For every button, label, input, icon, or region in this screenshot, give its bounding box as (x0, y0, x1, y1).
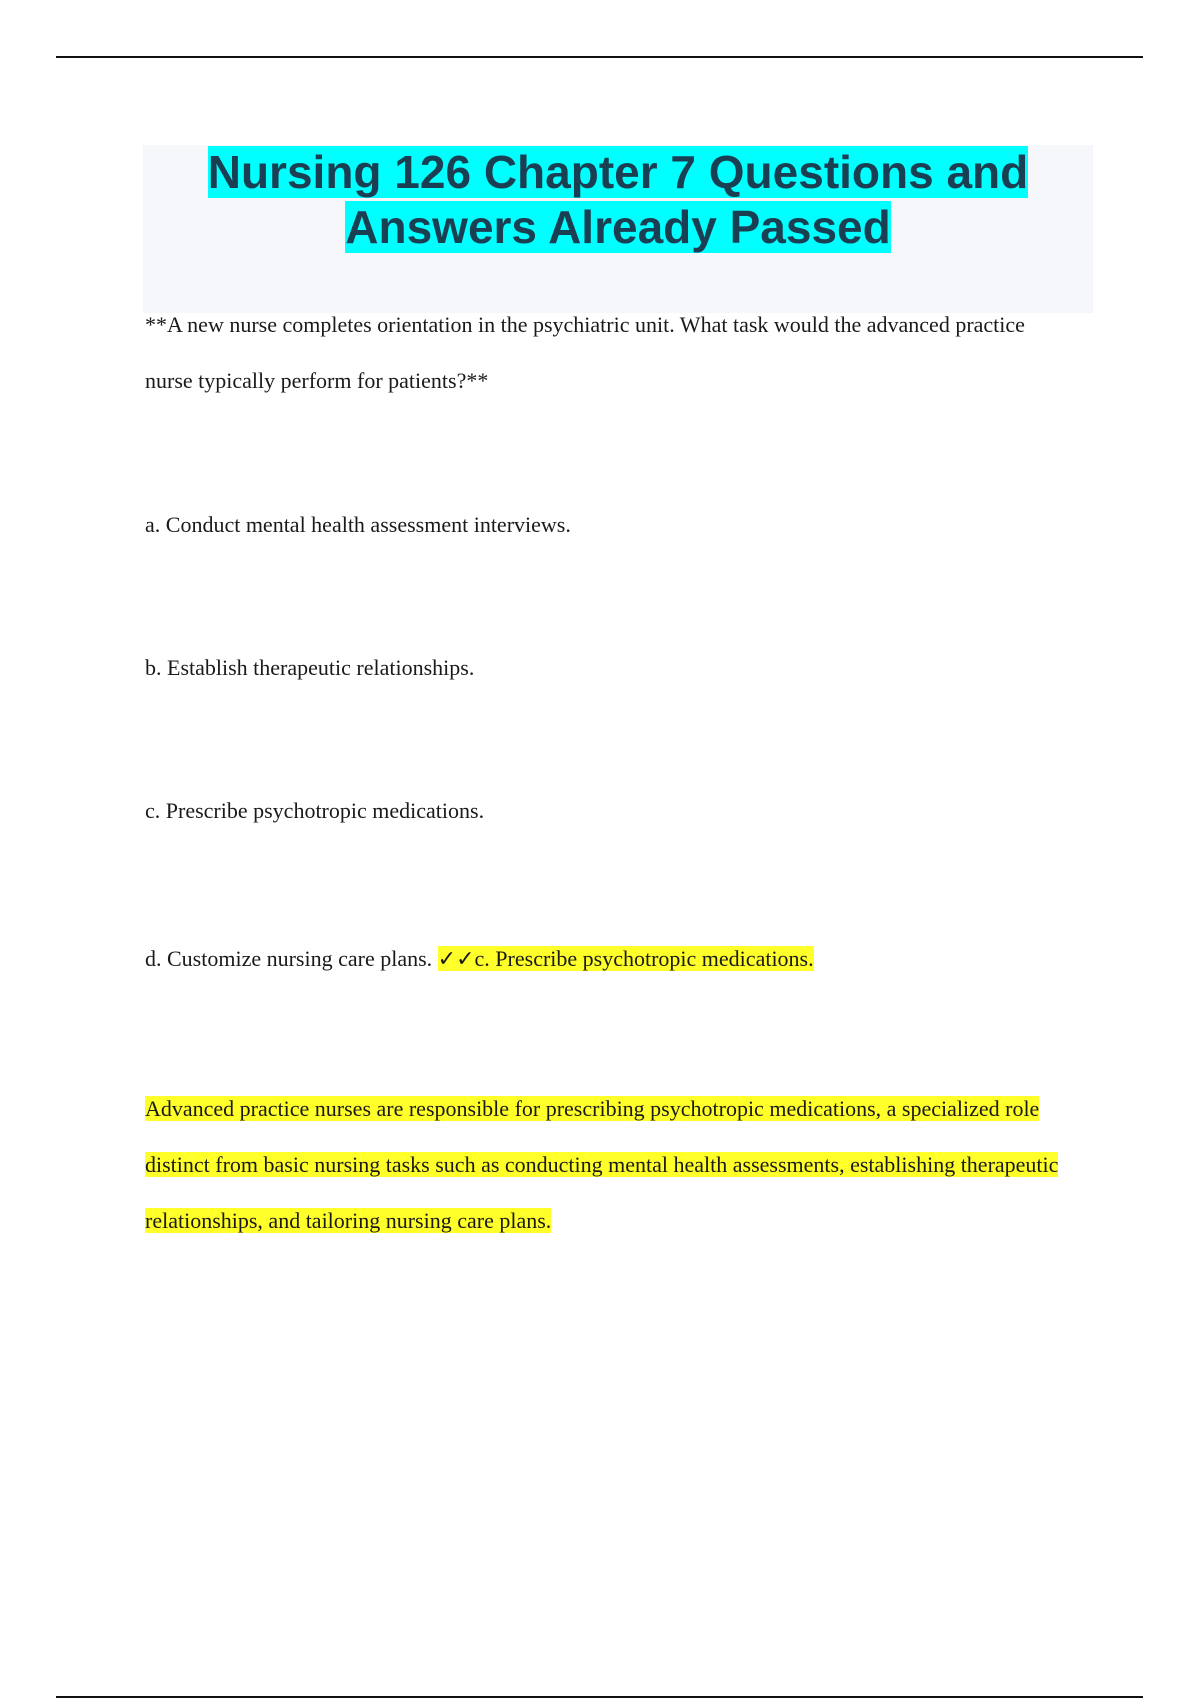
option-c: c. Prescribe psychotropic medications. (145, 798, 485, 823)
check-icon: ✓✓ (437, 947, 475, 972)
option-a: a. Conduct mental health assessment interviews. (145, 512, 571, 537)
option-d-line (145, 931, 814, 988)
answer-text: c. Prescribe psychotropic medications. (474, 946, 814, 971)
top-rule (56, 56, 1143, 58)
answer-highlight (438, 946, 814, 971)
question-text: **A new nurse completes orientation in the psychiatric unit. What task would the advanced practice nurse typically perform for patients?** (145, 312, 1025, 393)
explanation-text: Advanced practice nurses are responsible for prescribing psychotropic medications, a specialized role distinct from basic nursing tasks such as conducting mental health assessments, establishing therapeutic relationships, and tailoring nursing care plans. (145, 1096, 1059, 1233)
option-b: b. Establish therapeutic relationships. (145, 655, 475, 680)
explanation-paragraph (145, 1081, 1095, 1249)
option-d: d. Customize nursing care plans. (145, 946, 433, 971)
title-text: Nursing 126 Chapter 7 Questions and Answers Already Passed (207, 146, 1029, 253)
bottom-rule (56, 1696, 1143, 1698)
title-block (143, 145, 1093, 313)
title-inner (178, 145, 1058, 255)
document-title (207, 146, 1029, 253)
